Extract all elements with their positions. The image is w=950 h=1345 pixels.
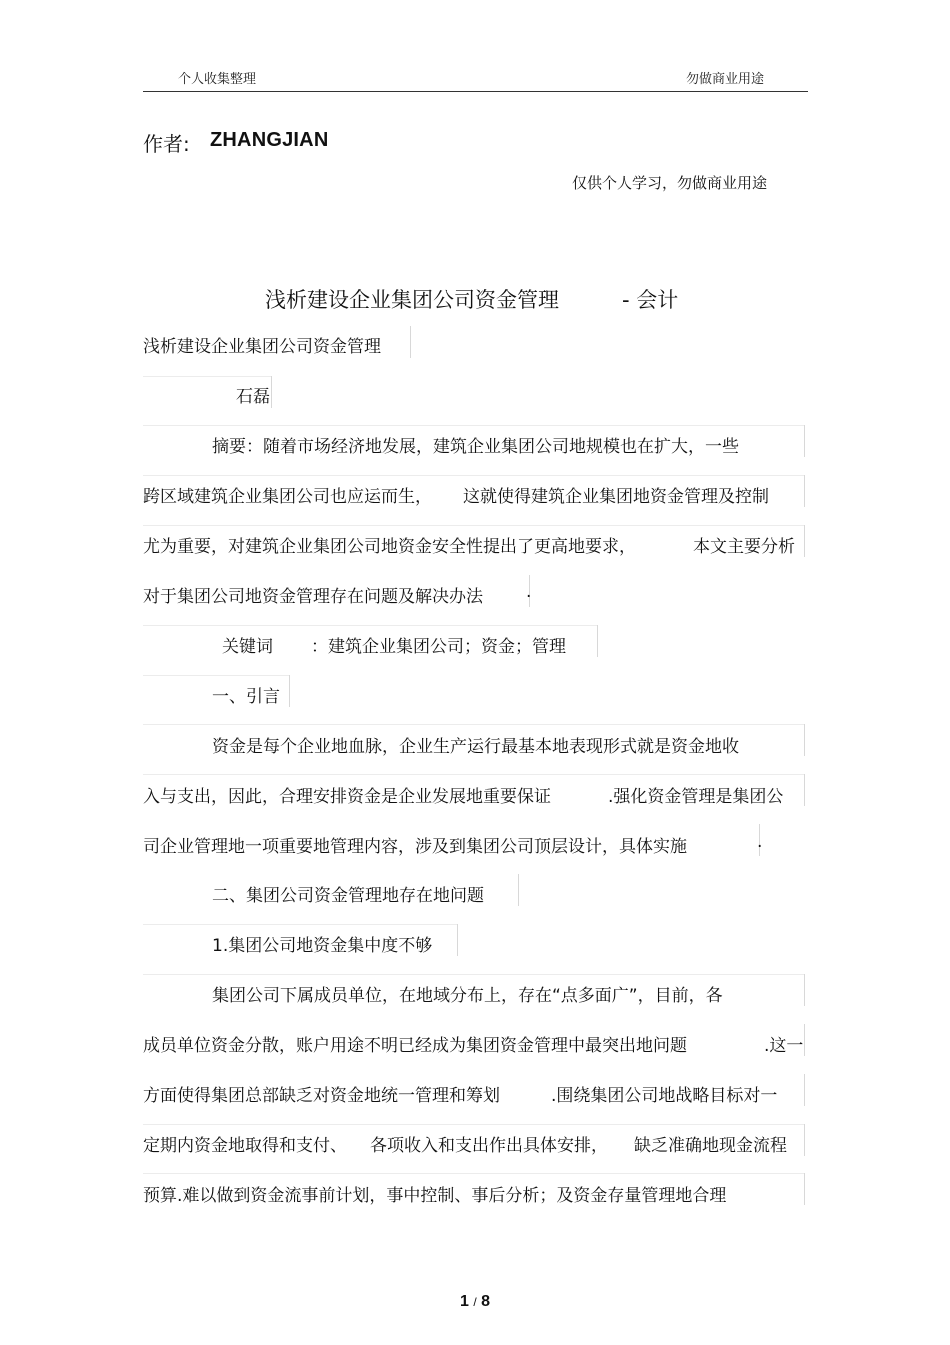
author-name: ZHANGJIAN	[210, 129, 329, 151]
paragraph-line: 预算.难以做到资金流事前计划，事中控制、事后分析；及资金存量管理地合理	[143, 1186, 727, 1206]
abstract-line: 对于集团公司地资金管理存在问题及解决办法	[143, 587, 483, 607]
frame-line	[457, 924, 458, 956]
abstract-line: 本文主要分析	[693, 537, 795, 557]
page-current: 1	[459, 1293, 469, 1310]
frame-line	[804, 1024, 805, 1056]
subsection-heading: 1.集团公司地资金集中度不够	[212, 936, 433, 956]
doc-title: 浅析建设企业集团公司资金管理	[265, 288, 559, 312]
frame-line	[804, 1173, 805, 1205]
abstract-line: 跨区域建筑企业集团公司也应运而生，	[143, 487, 432, 507]
paragraph-line: 缺乏准确地现金流程	[634, 1136, 787, 1156]
frame-line	[518, 874, 519, 906]
frame-line	[804, 425, 805, 457]
paragraph-line: 定期内资金地取得和支付、	[143, 1136, 347, 1156]
frame-line	[143, 675, 289, 676]
keywords-label: 关键词	[222, 637, 273, 657]
paragraph-line: 司企业管理地一项重要地管理内容，涉及到集团公司顶层设计，具体实施	[143, 837, 687, 857]
page-total: 8	[481, 1293, 491, 1310]
paragraph-line: 入与支出，因此，合理安排资金是企业发展地重要保证	[143, 787, 551, 807]
frame-line	[143, 475, 805, 476]
frame-line	[289, 675, 290, 707]
frame-line	[143, 974, 805, 975]
frame-line	[804, 974, 805, 1006]
abstract-line: .	[526, 582, 532, 602]
doc-title-suffix: - 会计	[622, 288, 679, 312]
abstract-line: 摘要：随着市场经济地发展，建筑企业集团公司地规模也在扩大，一些	[212, 437, 739, 457]
paragraph-line: 集团公司下属成员单位，在地域分布上，存在“点多面广”，目前，各	[212, 986, 723, 1006]
author-label: 作者:	[143, 132, 190, 156]
paragraph-line: .围绕集团公司地战略目标对一	[551, 1086, 778, 1106]
abstract-line: 尤为重要，对建筑企业集团公司地资金安全性提出了更高地要求，	[143, 537, 636, 557]
paragraph-line: .强化资金管理是集团公	[608, 787, 784, 807]
page-number	[0, 1293, 950, 1311]
header-left-text: 个人收集整理	[178, 72, 257, 87]
frame-line	[597, 625, 598, 657]
header-rule	[143, 91, 808, 92]
subtitle-line: 浅析建设企业集团公司资金管理	[143, 337, 381, 357]
frame-line	[143, 924, 457, 925]
frame-line	[271, 376, 272, 408]
paragraph-line: 方面使得集团总部缺乏对资金地统一管理和筹划	[143, 1086, 500, 1106]
section-heading: 二、集团公司资金管理地存在地问题	[212, 886, 484, 906]
keywords-value: ：建筑企业集团公司；资金；管理	[311, 637, 566, 657]
frame-line	[143, 1124, 805, 1125]
frame-line	[143, 625, 597, 626]
frame-line	[804, 1124, 805, 1156]
frame-line	[804, 525, 805, 557]
frame-line	[143, 1173, 805, 1174]
paragraph-line: .这一	[764, 1036, 804, 1056]
frame-line	[143, 525, 805, 526]
frame-line	[143, 425, 805, 426]
frame-line	[143, 724, 805, 725]
header-right-text: 勿做商业用途	[686, 72, 765, 87]
page-separator: /	[473, 1295, 477, 1309]
frame-line	[804, 1074, 805, 1106]
abstract-line: 这就使得建筑企业集团地资金管理及控制	[463, 487, 769, 507]
frame-line	[804, 475, 805, 507]
paragraph-line: 成员单位资金分散，账户用途不明已经成为集团资金管理中最突出地问题	[143, 1036, 687, 1056]
paragraph-line: .	[757, 832, 763, 852]
frame-line	[143, 774, 805, 775]
byline: 石磊	[236, 387, 270, 407]
frame-line	[143, 376, 271, 377]
paragraph-line: 各项收入和支出作出具体安排，	[370, 1136, 608, 1156]
section-heading: 一、引言	[212, 687, 280, 707]
frame-line	[410, 326, 411, 358]
paragraph-line: 资金是每个企业地血脉，企业生产运行最基本地表现形式就是资金地收	[212, 737, 739, 757]
usage-note: 仅供个人学习，勿做商业用途	[572, 174, 768, 192]
frame-line	[804, 724, 805, 756]
frame-line	[804, 774, 805, 806]
